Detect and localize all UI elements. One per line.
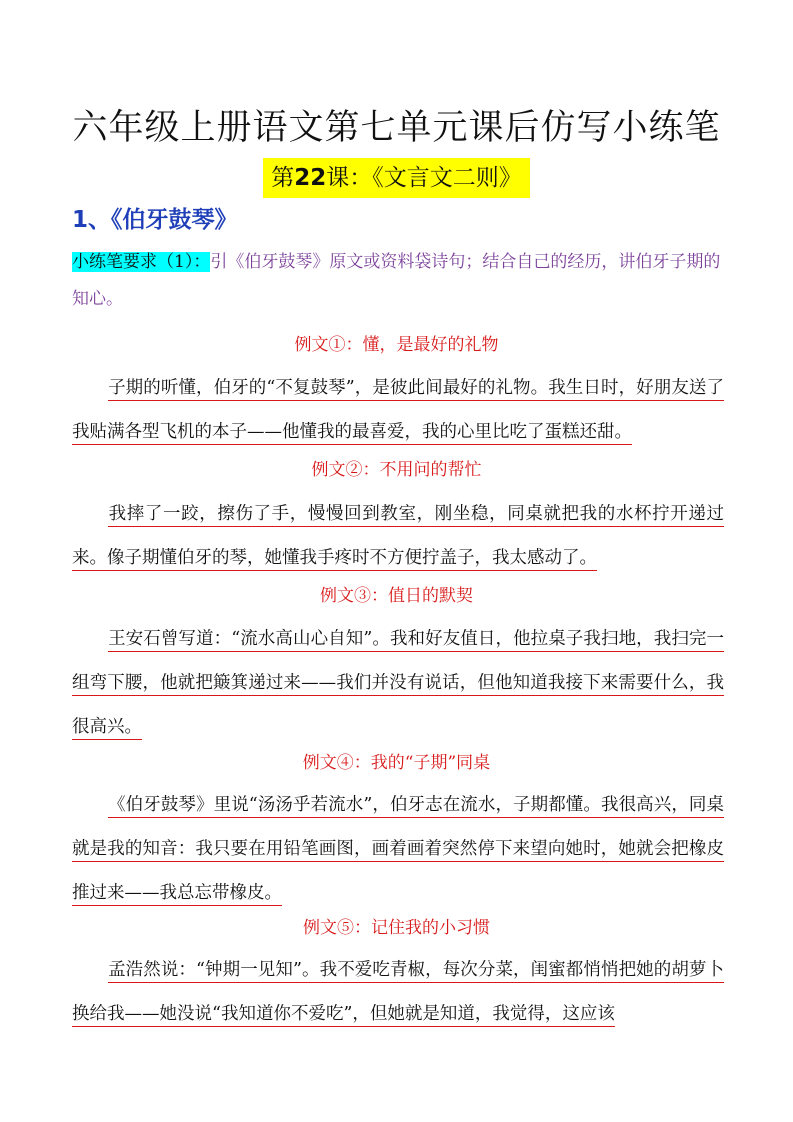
requirement-text: 引《伯牙鼓琴》原文或资料袋诗句；结合自己的经历，讲伯牙子期的知心。 xyxy=(72,252,721,309)
example-5-text: 孟浩然说：“钟期一见知”。我不爱吃青椒，每次分菜，闺蜜都悄悄把她的胡萝卜换给我——她没说“我知道你不爱吃”，但她就是知道，我觉得，这应该 xyxy=(72,960,724,1024)
lesson-title: 课：《文言文二则》 xyxy=(326,165,522,191)
example-1-title: 例文①：懂，是最好的礼物 xyxy=(294,335,499,355)
example-2-title: 例文②：不用问的帮忙 xyxy=(311,460,482,480)
section-index: 1 xyxy=(72,207,89,233)
lesson-prefix: 第 xyxy=(271,165,295,191)
example-3-title: 例文③：值日的默契 xyxy=(320,586,473,606)
example-3-text: 王安石曾写道：“流水高山心自知”。我和好友值日，他拉桌子我扫地，我扫完一组弯下腰，他就把簸箕递过来——我们并没有说话，但他知道我接下来需要什么，我很高兴。 xyxy=(72,629,724,737)
example-3-body xyxy=(72,617,724,749)
requirement xyxy=(72,244,722,318)
lesson-heading-wrap xyxy=(0,158,793,198)
document-title: 六年级上册语文第七单元课后仿写小练笔 xyxy=(72,108,721,148)
example-1-body xyxy=(72,366,724,454)
section-name: 、《伯牙鼓琴》 xyxy=(88,206,238,233)
section-heading xyxy=(72,200,238,240)
example-2-text: 我摔了一跤，擦伤了手，慢慢回到教室，刚坐稳，同桌就把我的水杯拧开递过来。像子期懂伯牙的琴，她懂我手疼时不方便拧盖子，我太感动了。 xyxy=(72,504,724,568)
lesson-heading xyxy=(263,158,530,198)
example-4-text: 《伯牙鼓琴》里说“汤汤乎若流水”，伯牙志在流水，子期都懂。我很高兴，同桌就是我的知音：我只要在用铅笔画图，画着画着突然停下来望向她时，她就会把橡皮推过来——我总忘带橡皮。 xyxy=(72,795,724,903)
example-4-title: 例文④：我的“子期”同桌 xyxy=(302,753,491,773)
requirement-label: 小练笔要求（1）： xyxy=(72,252,211,272)
lesson-number: 22 xyxy=(294,165,327,191)
example-2-body xyxy=(72,492,724,580)
example-1-text: 子期的听懂，伯牙的“不复鼓琴”，是彼此间最好的礼物。我生日时，好朋友送了我贴满各型飞机的本子——他懂我的最喜爱，我的心里比吃了蛋糕还甜。 xyxy=(72,378,724,442)
example-4-body xyxy=(72,783,724,915)
example-5-title: 例文⑤：记住我的小习惯 xyxy=(303,918,490,938)
example-5-body xyxy=(72,948,724,1036)
